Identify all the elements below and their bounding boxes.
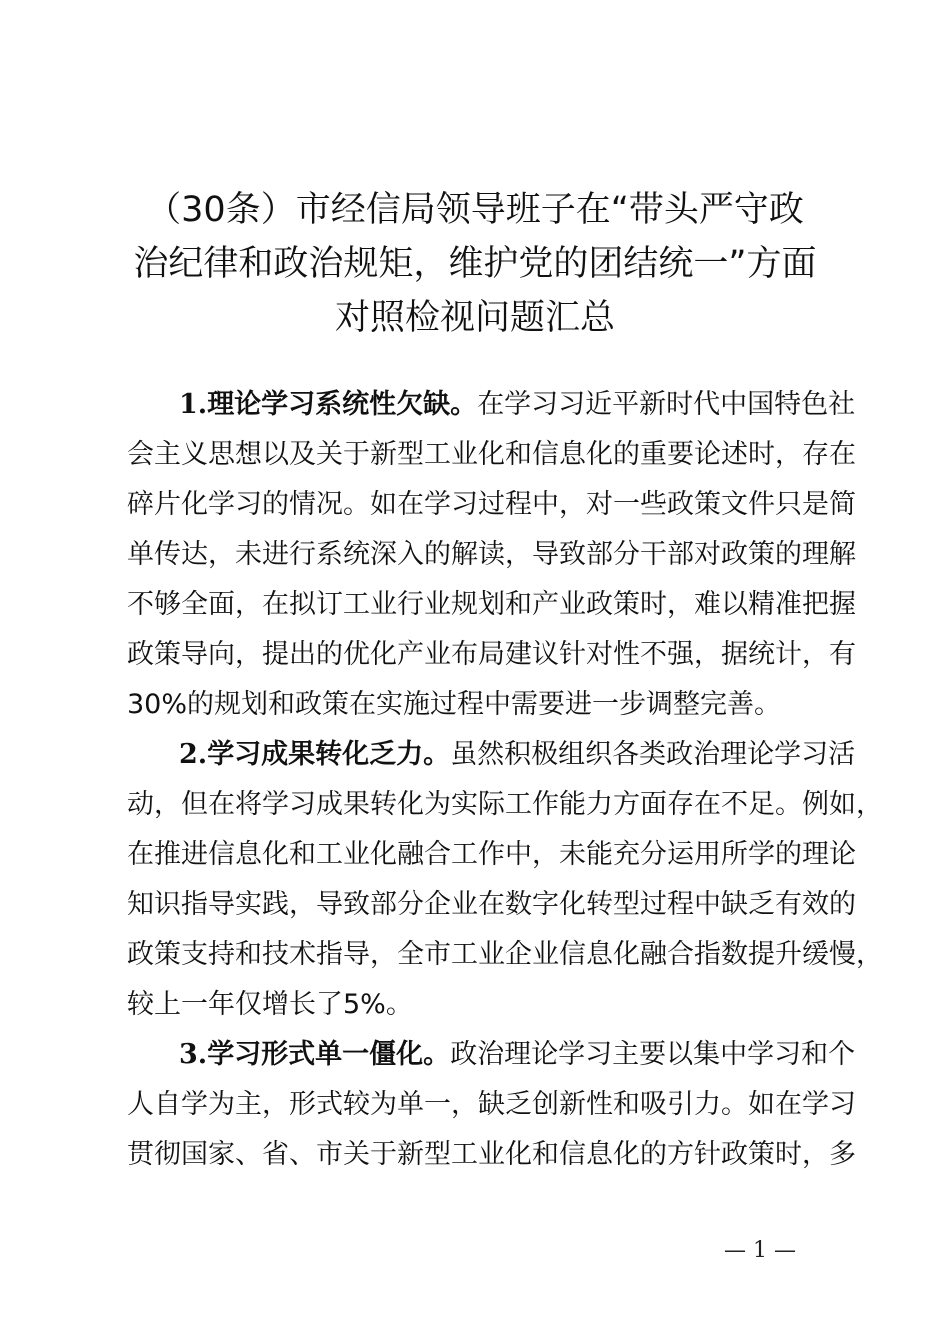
paragraph-line: 贯彻国家、省、市关于新型工业化和信息化的方针政策时，多: [127, 1139, 856, 1170]
paragraph-line: 知识指导实践，导致部分企业在数字化转型过程中缺乏有效的: [127, 889, 856, 920]
paragraph-number: 1.: [179, 389, 208, 420]
title-line: （30条）市经信局领导班子在“带头严守政: [146, 190, 804, 230]
paragraph-line: 动，但在将学习成果转化为实际工作能力方面存在不足。例如，: [127, 789, 883, 820]
paragraph-number: 2.: [179, 739, 208, 770]
title-line: 对照检视问题汇总: [334, 298, 615, 338]
paragraph-number: 3.: [179, 1039, 208, 1070]
paragraph-heading: 学习形式单一僵化。: [207, 1039, 451, 1070]
paragraph-heading: 学习成果转化乏力。: [207, 739, 451, 770]
paragraph-line: 在推进信息化和工业化融合工作中，未能充分运用所学的理论: [127, 839, 856, 870]
paragraph-first-line: [127, 730, 862, 780]
paragraph-line: 政策导向，提出的优化产业布局建议针对性不强，据统计，有: [127, 639, 856, 670]
paragraph-text: 在学习习近平新时代中国特色社: [477, 389, 856, 420]
document-title: [100, 183, 850, 345]
paragraph-heading: 理论学习系统性欠缺。: [207, 389, 478, 420]
paragraph-text: 虽然积极组织各类政治理论学习活: [450, 739, 856, 770]
page-number: — 1 —: [724, 1238, 796, 1263]
paragraph-line: 人自学为主，形式较为单一，缺乏创新性和吸引力。如在学习: [127, 1089, 856, 1120]
paragraph-line: 会主义思想以及关于新型工业化和信息化的重要论述时，存在: [127, 439, 856, 470]
paragraph-first-line: [127, 1030, 862, 1080]
document-body: [127, 380, 883, 1180]
paragraph-text: 政治理论学习主要以集中学习和个: [450, 1039, 856, 1070]
paragraph-line: 碎片化学习的情况。如在学习过程中，对一些政策文件只是简: [127, 489, 856, 520]
paragraph-line: 30%的规划和政策在实施过程中需要进一步调整完善。: [127, 689, 782, 720]
paragraph-first-line: [127, 380, 862, 430]
title-line: 治纪律和政治规矩，维护党的团结统一”方面: [133, 244, 817, 284]
paragraph-line: 政策支持和技术指导，全市工业企业信息化融合指数提升缓慢，: [127, 939, 883, 970]
paragraph-line: 较上一年仅增长了5%。: [127, 989, 413, 1020]
paragraph-line: 单传达，未进行系统深入的解读，导致部分干部对政策的理解: [127, 539, 856, 570]
paragraph-line: 不够全面，在拟订工业行业规划和产业政策时，难以精准把握: [127, 589, 856, 620]
